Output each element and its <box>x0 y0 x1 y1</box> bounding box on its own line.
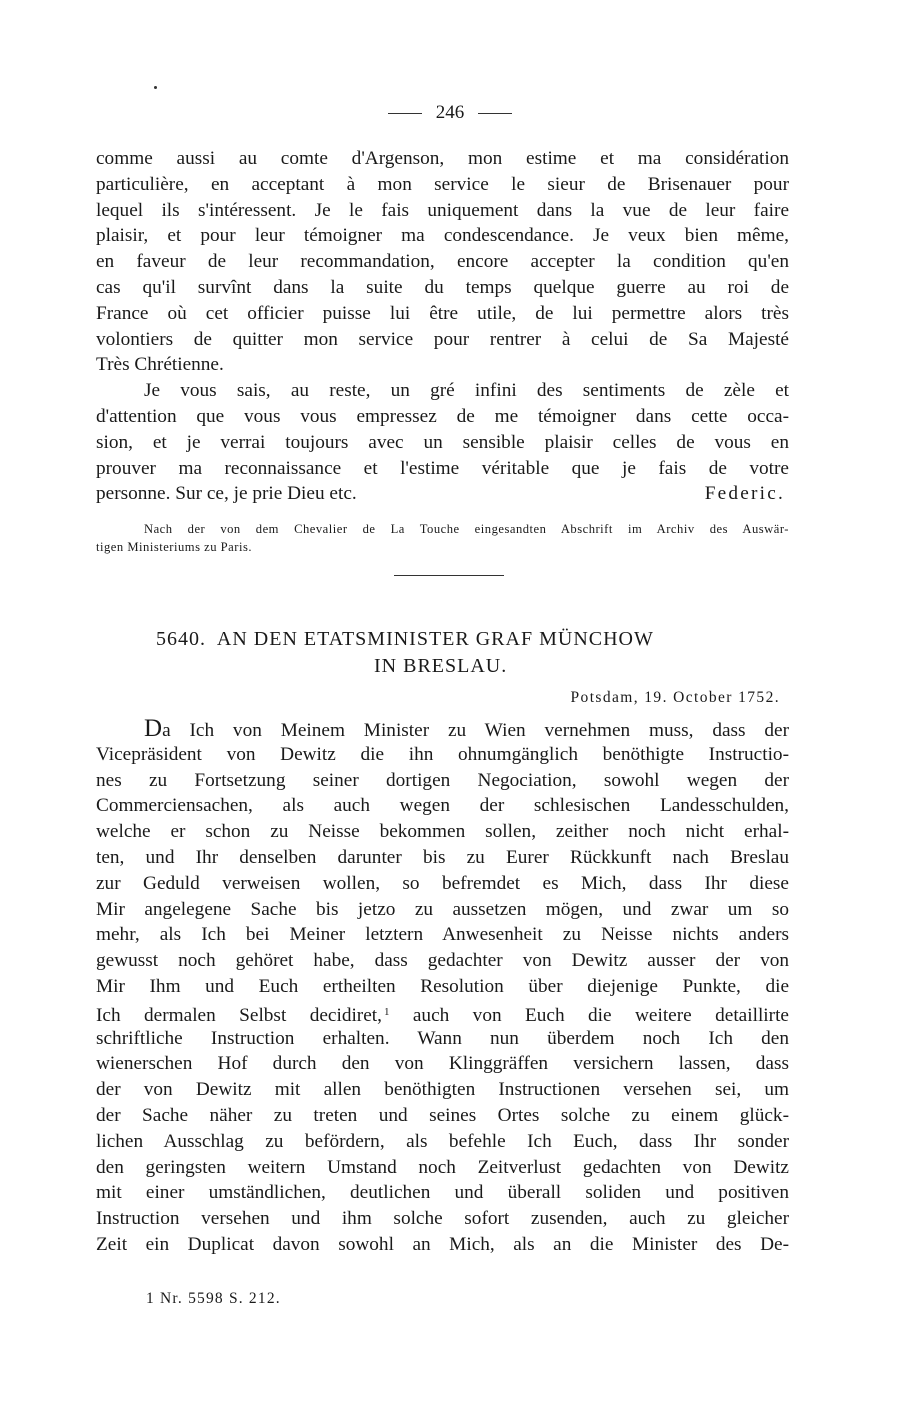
text-line: ten, und Ihr denselben darunter bis zu Eurer Rückkunft nach Breslau <box>96 846 789 868</box>
source-note <box>96 520 789 556</box>
text-line: prouver ma reconnaissance et l'estime véritable que je fais de votre <box>96 457 789 479</box>
text-line: zur Geduld verweisen wollen, so befremdet es Mich, dass Ihr diese <box>96 872 789 894</box>
text-line: nes zu Fortsetzung seiner dortigen Negociation, sowohl wegen der <box>96 769 789 791</box>
closing-line <box>96 481 789 507</box>
text-line: gewusst noch gehöret habe, dass gedachter von Dewitz ausser der von <box>96 950 789 972</box>
text-line: Vicepräsident von Dewitz die ihn ohnumgänglich benöthigte Instructio- <box>96 743 789 765</box>
header-rule-right <box>478 113 512 114</box>
dateline: Potsdam, 19. October 1752. <box>570 689 780 706</box>
text-line: lichen Ausschlag zu befördern, als befehle Ich Euch, dass Ihr sonder <box>96 1130 789 1152</box>
text-line: Très Chrétienne. <box>96 354 224 376</box>
text-line: den geringsten weitern Umstand noch Zeitverlust gedachten von Dewitz <box>96 1156 789 1178</box>
heading-line-1 <box>156 628 654 651</box>
text-line: mehr, als Ich bei Meiner letztern Anwesenheit zu Neisse nichts anders <box>96 924 789 946</box>
page-header <box>0 100 900 126</box>
footnote-reference[interactable]: 1 <box>383 1005 390 1018</box>
drop-cap: D <box>144 715 163 742</box>
text-line <box>96 716 789 742</box>
text-line: Instruction versehen und ihm solche sofort zusenden, auch zu gleicher <box>96 1208 789 1230</box>
text-line: sion, et je verrai toujours avec un sensible plaisir celles de vous en <box>96 431 789 453</box>
text-line: Commerciensachen, als auch wegen der schlesischen Landesschulden, <box>96 795 789 817</box>
text-line <box>96 1000 789 1026</box>
line-text: Ich dermalen Selbst decidiret, <box>96 1004 382 1026</box>
text-line: der Sache näher zu treten und seines Ortes solche zu einem glück- <box>96 1104 789 1126</box>
text-line: lequel ils s'intéressent. Je le fais uniquement dans la vue de leur faire <box>96 199 789 221</box>
note-line: Nach der von dem Chevalier de La Touche eingesandten Abschrift im Archiv des Auswär- <box>144 522 789 536</box>
letter-number: 5640. <box>156 628 206 650</box>
text-line: Mir Ihm und Euch ertheilten Resolution über diejenige Punkte, die <box>96 975 789 997</box>
stray-mark <box>154 86 157 89</box>
heading-line-2: IN BRESLAU. <box>374 655 508 677</box>
text-line: plaisir, et pour leur témoigner ma condescendance. Je veux bien même, <box>96 225 789 247</box>
previous-letter-body <box>96 146 789 507</box>
text-line: en faveur de leur recommandation, encore accepter la condition qu'en <box>96 251 789 273</box>
text-line: cas qu'il survînt dans la suite du temps quelque guerre au roi de <box>96 276 789 298</box>
header-rule-left <box>388 113 422 114</box>
letter-body <box>96 716 789 1258</box>
text-line: mit einer umständlichen, deutlichen und überall soliden und positiven <box>96 1182 789 1204</box>
section-divider <box>394 575 504 576</box>
footnote: 1 Nr. 5598 S. 212. <box>146 1290 281 1307</box>
text-line: d'attention que vous vous empressez de me témoigner dans cette occa- <box>96 405 789 427</box>
text-line: comme aussi au comte d'Argenson, mon estime et ma considération <box>96 148 789 169</box>
note-line: tigen Ministeriums zu Paris. <box>96 540 253 554</box>
text-line: der von Dewitz mit allen benöthigten Instructionen versehen sei, um <box>96 1079 789 1101</box>
letter-recipient: AN DEN ETATSMINISTER GRAF MÜNCHOW <box>216 628 654 650</box>
text-line: wienerschen Hof durch den von Klinggräffen versichern lassen, dass <box>96 1053 789 1075</box>
text-line: Zeit ein Duplicat davon sowohl an Mich, als an die Minister des De- <box>96 1233 789 1255</box>
text-line: welche er schon zu Neisse bekommen sollen, zeither noch nicht erhal- <box>96 821 789 843</box>
text-line: schriftliche Instruction erhalten. Wann nun überdem noch Ich den <box>96 1027 789 1049</box>
text-line: particulière, en acceptant à mon service le sieur de Brisenauer pour <box>96 173 789 195</box>
signature: Federic. <box>704 483 785 505</box>
text-line: Je vous sais, au reste, un gré infini des sentiments de zèle et <box>144 380 789 402</box>
first-line-text: a Ich von Meinem Minister zu Wien vernehmen muss, dass der <box>162 720 789 741</box>
text-line: France où cet officier puisse lui être utile, de lui permettre alors très <box>96 302 789 324</box>
text-line: Mir angelegene Sache bis jetzo zu aussetzen mögen, und zwar um so <box>96 898 789 920</box>
line-text: auch von Euch die weitere detaillirte <box>412 1004 789 1026</box>
text-line: volontiers de quitter mon service pour rentrer à celui de Sa Majesté <box>96 328 789 350</box>
closing-text: personne. Sur ce, je prie Dieu etc. <box>96 483 357 505</box>
page-number: 246 <box>435 102 465 123</box>
